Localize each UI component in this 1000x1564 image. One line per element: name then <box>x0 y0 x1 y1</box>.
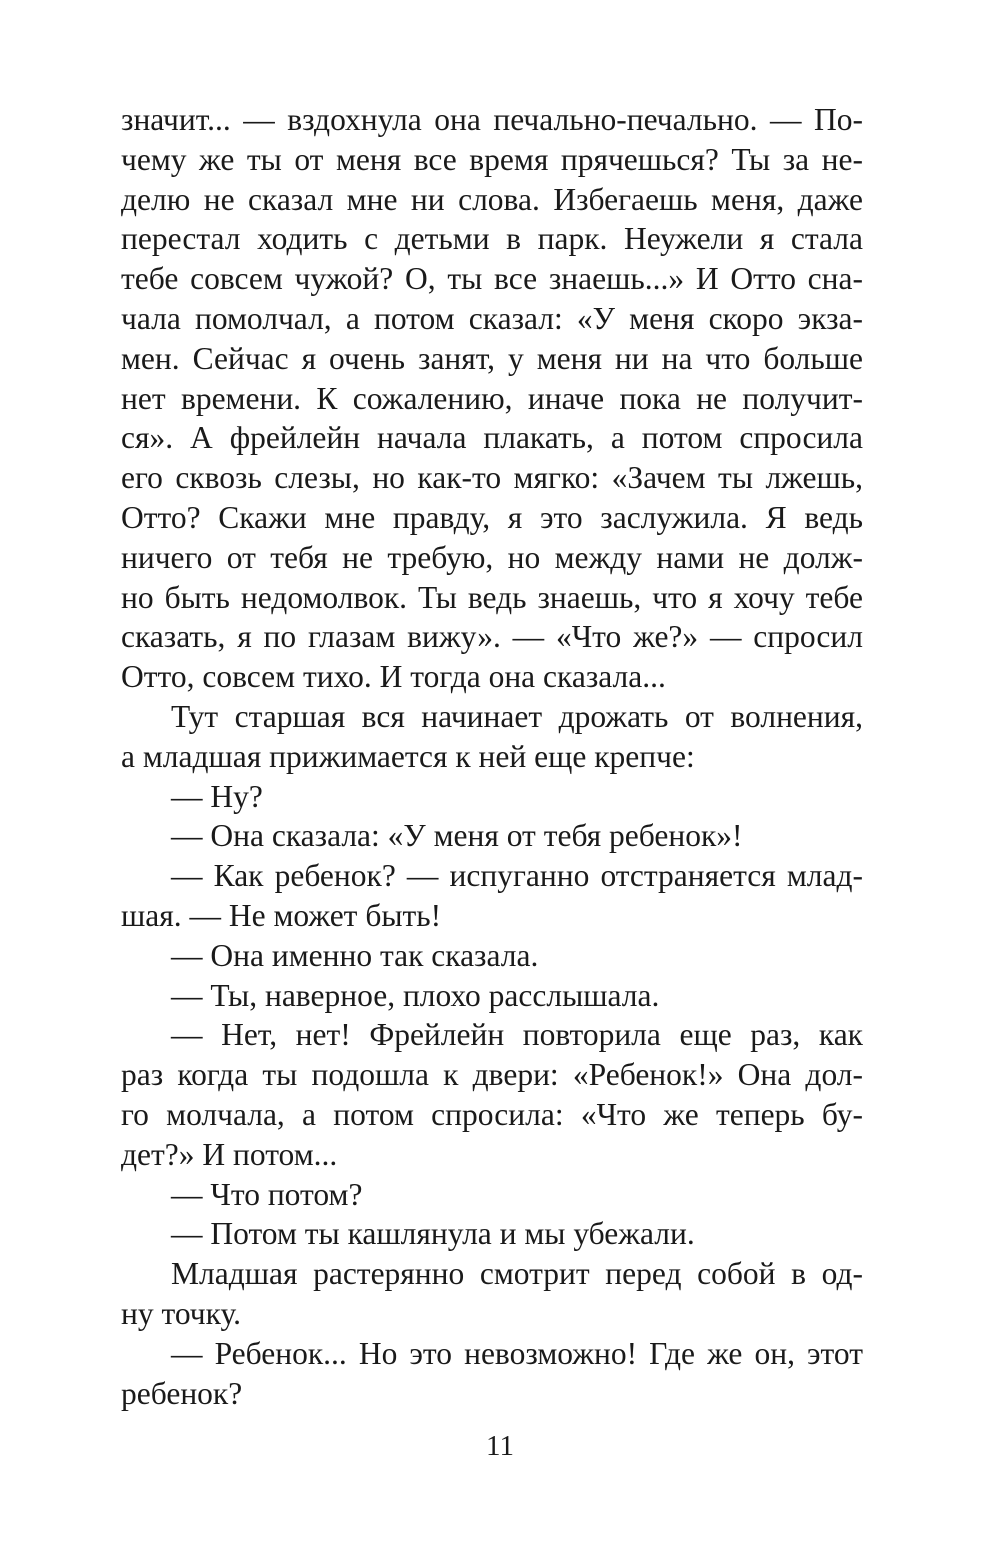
text-line: но быть недомолвок. Ты ведь знаешь, что я хочу тебе <box>121 579 863 615</box>
text-line: Отто? Скажи мне правду, я это заслужила. Я ведь <box>121 499 863 535</box>
text-line: а младшая прижимается к ней еще крепче: <box>121 738 695 774</box>
text-line: раз когда ты подошла к двери: «Ребенок!» Она дол- <box>121 1057 863 1093</box>
text-line: тебе совсем чужой? О, ты все знаешь...» И Отто сна- <box>121 261 863 297</box>
text-line: — Ну? <box>171 778 263 814</box>
text-line: — Она именно так сказала. <box>171 937 539 973</box>
text-line: ся». А фрейлейн начала плакать, а потом спросила <box>121 420 863 456</box>
text-line: — Нет, нет! Фрейлейн повторила еще раз, как <box>171 1017 863 1053</box>
text-line: — Потом ты кашлянула и мы убежали. <box>171 1216 695 1252</box>
text-line: Младшая растерянно смотрит перед собой в од- <box>171 1256 863 1292</box>
text-line: — Что потом? <box>171 1176 363 1212</box>
text-line: значит... — вздохнула она печально-печально. — По- <box>121 102 863 137</box>
text-line: его сквозь слезы, но как-то мягко: «Зачем ты лжешь, <box>121 460 863 496</box>
text-line: — Она сказала: «У меня от тебя ребенок»! <box>171 818 743 854</box>
text-line: шая. — Не может быть! <box>121 897 442 933</box>
text-line: — Ребенок... Но это невозможно! Где же он, этот <box>171 1335 863 1371</box>
text-line: мен. Сейчас я очень занят, у меня ни на что больше <box>121 340 863 376</box>
text-line: делю не сказал мне ни слова. Избегаешь меня, даже <box>121 181 863 217</box>
text-line: сказать, я по глазам вижу». — «Что же?» — спросил <box>121 619 863 655</box>
text-line: Тут старшая вся начинает дрожать от волнения, <box>171 698 863 734</box>
text-line: дет?» И потом... <box>121 1136 338 1172</box>
text-line: чала помолчал, а потом сказал: «У меня скоро экза- <box>121 300 863 336</box>
text-line: ничего от тебя не требую, но между нами не долж- <box>121 539 863 575</box>
page-number: 11 <box>486 1430 514 1462</box>
text-line: го молчала, а потом спросила: «Что же теперь бу- <box>121 1096 863 1132</box>
text-line: перестал ходить с детьми в парк. Неужели я стала <box>121 221 863 257</box>
text-line: нет времени. К сожалению, иначе пока не получит- <box>121 380 863 416</box>
text-line: Отто, совсем тихо. И тогда она сказала... <box>121 659 666 695</box>
text-line: ну точку. <box>121 1295 241 1331</box>
text-line: ребенок? <box>121 1375 243 1411</box>
text-line: чему же ты от меня все время прячешься? Ты за не- <box>121 141 863 177</box>
body-text <box>121 100 863 1413</box>
text-line: — Ты, наверное, плохо расслышала. <box>171 977 660 1013</box>
text-line: — Как ребенок? — испуганно отстраняется млад- <box>171 858 863 894</box>
